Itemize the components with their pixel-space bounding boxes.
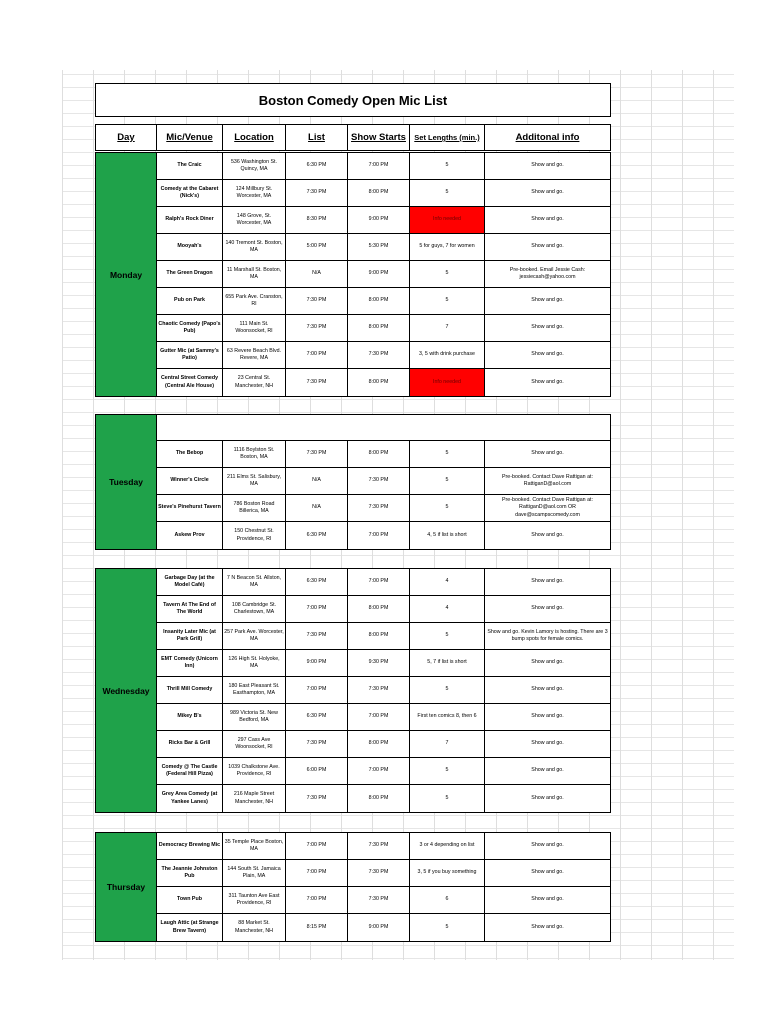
table-row (157, 153, 610, 180)
additional-info-cell: Pre-booked. Contact Dave Rattigan at: RattiganD@aol.com (502, 473, 593, 487)
location-cell: 257 Park Ave. Worcester, MA (223, 623, 286, 649)
additional-info-cell: Show and go. (531, 297, 564, 304)
additional-info-cell: Show and go. (531, 243, 564, 250)
set-length-cell: 3, 5 with drink purchase (410, 342, 485, 368)
set-length-cell: 5 (410, 468, 485, 494)
day-label: Monday (96, 153, 157, 396)
set-length-cell: 3, 5 if you buy something (410, 860, 485, 886)
table-row (157, 887, 610, 914)
venue-cell: Steve's Pinehurst Tavern (157, 495, 223, 521)
additional-info-cell: Pre-booked. Contact Dave Rattigan at: RattiganD@aol.com OR dave@scampscomedy.com (502, 497, 593, 518)
additional-info-cell: Show and go. (531, 767, 564, 774)
location-cell: 148 Grove, St. Worcester, MA (223, 207, 286, 233)
list-time-cell: 7:30 PM (286, 731, 348, 757)
set-length-cell: 5 (410, 495, 485, 521)
set-length-cell: 7 (410, 315, 485, 341)
location-cell: 7 N Beacon St. Allston, MA (223, 569, 286, 595)
set-length-cell: 5 (410, 261, 485, 287)
venue-cell: Askew Prov (157, 522, 223, 549)
header-set-lengths: Set Lengths (min.) (410, 125, 485, 150)
additional-info-cell: Show and go. (531, 686, 564, 693)
spreadsheet-page (62, 70, 734, 960)
show-start-cell: 7:00 PM (348, 704, 410, 730)
list-time-cell: 7:30 PM (286, 180, 348, 206)
list-time-cell: 7:00 PM (286, 342, 348, 368)
location-cell: 655 Park Ave. Cranston, RI (223, 288, 286, 314)
additional-info-cell: Show and go. (531, 896, 564, 903)
show-start-cell: 9:00 PM (348, 261, 410, 287)
show-start-cell: 7:30 PM (348, 860, 410, 886)
list-time-cell: 6:30 PM (286, 522, 348, 549)
location-cell: 11 Marshall St. Boston, MA (223, 261, 286, 287)
table-row (157, 596, 610, 623)
set-length-cell: 4 (410, 569, 485, 595)
additional-info-cell: Show and go. (531, 605, 564, 612)
set-length-cell: 5 (410, 914, 485, 941)
set-length-cell: 5 (410, 288, 485, 314)
additional-info-cell: Show and go. (531, 578, 564, 585)
additional-info-cell: Show and go. (531, 794, 564, 801)
table-row (157, 369, 610, 396)
location-cell: 786 Boston Road Billerica, MA (223, 495, 286, 521)
set-length-cell: First ten comics 8, then 6 (410, 704, 485, 730)
table-row (157, 860, 610, 887)
table-row (157, 234, 610, 261)
show-start-cell: 8:00 PM (348, 180, 410, 206)
list-time-cell: 7:30 PM (286, 441, 348, 467)
location-cell: 297 Cass Ave Woonsocket, RI (223, 731, 286, 757)
additional-info-cell: Show and go. (531, 740, 564, 747)
list-time-cell: N/A (286, 468, 348, 494)
table-row (157, 288, 610, 315)
list-time-cell: 6:00 PM (286, 758, 348, 784)
set-length-cell: 5 (410, 153, 485, 179)
additional-info-cell: Show and go. (531, 713, 564, 720)
show-start-cell: 8:00 PM (348, 785, 410, 812)
additional-info-cell: Show and go. (531, 531, 564, 538)
venue-cell: Pub on Park (157, 288, 223, 314)
set-length-cell: 5 (410, 677, 485, 703)
show-start-cell: 8:00 PM (348, 596, 410, 622)
show-start-cell: 8:00 PM (348, 315, 410, 341)
list-time-cell: 7:30 PM (286, 288, 348, 314)
table-row (157, 468, 610, 495)
empty-row (157, 415, 610, 441)
header-list: List (286, 125, 348, 150)
venue-cell: Mooyah's (157, 234, 223, 260)
list-time-cell: 7:00 PM (286, 596, 348, 622)
show-start-cell: 7:30 PM (348, 342, 410, 368)
list-time-cell: 8:30 PM (286, 207, 348, 233)
venue-cell: Mikey B's (157, 704, 223, 730)
table-row (157, 261, 610, 288)
show-start-cell: 9:00 PM (348, 207, 410, 233)
additional-info-cell: Show and go. (531, 659, 564, 666)
day-label: Thursday (96, 833, 157, 941)
location-cell: 23 Central St. Manchester, NH (223, 369, 286, 396)
header-additional-info: Additonal info (515, 132, 580, 143)
table-row (157, 650, 610, 677)
set-length-cell: 7 (410, 731, 485, 757)
list-time-cell: 7:00 PM (286, 860, 348, 886)
table-row (157, 833, 610, 860)
venue-cell: The Bebop (157, 441, 223, 467)
location-cell: 150 Chestnut St. Providence, RI (223, 522, 286, 549)
location-cell: 35 Temple Place Boston, MA (223, 833, 286, 859)
list-time-cell: 7:30 PM (286, 623, 348, 649)
additional-info-cell: Show and go. (531, 162, 564, 169)
venue-cell: Tavern At The End of The World (157, 596, 223, 622)
additional-info-cell: Show and go. (531, 842, 564, 849)
additional-info-cell: Show and go. (531, 378, 564, 385)
day-block-thursday (95, 832, 611, 942)
location-cell: 88 Market St. Manchester, NH (223, 914, 286, 941)
list-time-cell: 6:30 PM (286, 153, 348, 179)
venue-cell: Ralph's Rock Diner (157, 207, 223, 233)
list-time-cell: 7:00 PM (286, 677, 348, 703)
venue-cell: Central Street Comedy (Central Ale House) (157, 369, 223, 396)
show-start-cell: 9:00 PM (348, 914, 410, 941)
table-row (157, 315, 610, 342)
list-time-cell: N/A (286, 495, 348, 521)
set-length-cell: 4, 5 if list is short (410, 522, 485, 549)
location-cell: 63 Revere Beach Blvd. Revere, MA (223, 342, 286, 368)
show-start-cell: 8:00 PM (348, 288, 410, 314)
location-cell: 108 Cambridge St. Charlestown, MA (223, 596, 286, 622)
location-cell: 536 Washington St. Quincy, MA (223, 153, 286, 179)
list-time-cell: 7:30 PM (286, 785, 348, 812)
venue-cell: The Green Dragon (157, 261, 223, 287)
set-length-cell: 5 (410, 441, 485, 467)
location-cell: 140 Tremont St. Boston, MA (223, 234, 286, 260)
location-cell: 989 Victoria St. New Bedford, MA (223, 704, 286, 730)
venue-cell: The Jeannie Johnston Pub (157, 860, 223, 886)
day-label: Wednesday (96, 569, 157, 812)
venue-cell: Ricks Bar & Grill (157, 731, 223, 757)
venue-cell: Comedy at the Cabaret (Nick's) (157, 180, 223, 206)
header-location: Location (223, 125, 286, 150)
venue-cell: Winner's Circle (157, 468, 223, 494)
additional-info-cell: Show and go. (531, 869, 564, 876)
show-start-cell: 7:00 PM (348, 569, 410, 595)
venue-cell: Gutter Mic (at Sammy's Patio) (157, 342, 223, 368)
additional-info-cell: Show and go. Kevin Lamory is hosting. There are 3 bump spots for female comics. (487, 628, 608, 642)
location-cell: 124 Millbury St. Worcester, MA (223, 180, 286, 206)
location-cell: 111 Main St. Woonsocket, RI (223, 315, 286, 341)
list-time-cell: 7:30 PM (286, 369, 348, 396)
set-length-cell: 5 (410, 758, 485, 784)
show-start-cell: 7:00 PM (348, 522, 410, 549)
set-length-cell: 4 (410, 596, 485, 622)
table-row (157, 495, 610, 522)
location-cell: 1116 Boylston St. Boston, MA (223, 441, 286, 467)
list-time-cell: 6:30 PM (286, 569, 348, 595)
show-start-cell: 7:30 PM (348, 887, 410, 913)
set-length-cell: 3 or 4 depending on list (410, 833, 485, 859)
venue-cell: Insanity Later Mic (at Park Grill) (157, 623, 223, 649)
header-show-starts: Show Starts (348, 125, 410, 150)
table-row (157, 677, 610, 704)
additional-info-cell: Pre-booked. Email Jessie Cash: jessiecash@yahoo.com (509, 266, 586, 280)
additional-info-cell: Show and go. (531, 216, 564, 223)
day-block-wednesday (95, 568, 611, 813)
day-label: Tuesday (96, 415, 157, 549)
venue-cell: Comedy @ The Castle (Federal Hill Pizza) (157, 758, 223, 784)
table-row (157, 522, 610, 549)
show-start-cell: 7:30 PM (348, 468, 410, 494)
list-time-cell: 9:00 PM (286, 650, 348, 676)
list-time-cell: 8:15 PM (286, 914, 348, 941)
venue-cell: Chaotic Comedy (Papo's Pub) (157, 315, 223, 341)
location-cell: 211 Elms St. Salisbury, MA (223, 468, 286, 494)
header-venue: Mic/Venue (157, 125, 223, 150)
show-start-cell: 7:30 PM (348, 677, 410, 703)
show-start-cell: 5:30 PM (348, 234, 410, 260)
venue-cell: Laugh Attic (at Strange Brew Tavern) (157, 914, 223, 941)
show-start-cell: 7:30 PM (348, 495, 410, 521)
venue-cell: Democracy Brewing Mic (157, 833, 223, 859)
set-length-cell: 5, 7 if list is short (410, 650, 485, 676)
title-box (95, 83, 611, 117)
venue-cell: Garbage Day (at the Model Café) (157, 569, 223, 595)
table-row (157, 441, 610, 468)
show-start-cell: 8:00 PM (348, 731, 410, 757)
table-row (157, 180, 610, 207)
venue-cell: The Craic (157, 153, 223, 179)
location-cell: 180 East Pleasant St. Easthampton, MA (223, 677, 286, 703)
list-time-cell: N/A (286, 261, 348, 287)
table-row (157, 569, 610, 596)
table-row (157, 914, 610, 941)
table-row (157, 207, 610, 234)
location-cell: 1039 Chalkstone Ave. Providence, RI (223, 758, 286, 784)
show-start-cell: 8:00 PM (348, 369, 410, 396)
table-row (157, 758, 610, 785)
page-title: Boston Comedy Open Mic List (258, 92, 448, 108)
show-start-cell: 9:30 PM (348, 650, 410, 676)
table-row (157, 623, 610, 650)
header-day: Day (96, 125, 157, 150)
venue-cell: EMT Comedy (Unicorn Inn) (157, 650, 223, 676)
table-row (157, 342, 610, 369)
venue-cell: Town Pub (157, 887, 223, 913)
table-row (157, 785, 610, 812)
set-length-cell: 6 (410, 887, 485, 913)
location-cell: 216 Maple Street Manchester, NH (223, 785, 286, 812)
show-start-cell: 7:00 PM (348, 153, 410, 179)
list-time-cell: 5:00 PM (286, 234, 348, 260)
set-length-cell: 5 (410, 180, 485, 206)
additional-info-cell: Show and go. (531, 450, 564, 457)
day-block-monday (95, 152, 611, 397)
additional-info-cell: Show and go. (531, 324, 564, 331)
location-cell: 311 Taunton Ave East Providence, RI (223, 887, 286, 913)
table-row (157, 731, 610, 758)
show-start-cell: 8:00 PM (348, 441, 410, 467)
list-time-cell: 6:30 PM (286, 704, 348, 730)
location-cell: 126 High St. Holyoke, MA (223, 650, 286, 676)
set-length-cell: 5 (410, 785, 485, 812)
table-row (157, 704, 610, 731)
additional-info-cell: Show and go. (531, 189, 564, 196)
show-start-cell: 7:30 PM (348, 833, 410, 859)
venue-cell: Thrill Mill Comedy (157, 677, 223, 703)
set-length-cell: Info needed (410, 207, 485, 233)
column-header-row (95, 124, 611, 151)
set-length-cell: Info needed (410, 369, 485, 396)
show-start-cell: 7:00 PM (348, 758, 410, 784)
list-time-cell: 7:30 PM (286, 315, 348, 341)
day-block-tuesday (95, 414, 611, 550)
list-time-cell: 7:00 PM (286, 833, 348, 859)
set-length-cell: 5 for guys, 7 for women (410, 234, 485, 260)
additional-info-cell: Show and go. (531, 923, 564, 930)
venue-cell: Grey Area Comedy (at Yankee Lanes) (157, 785, 223, 812)
list-time-cell: 7:00 PM (286, 887, 348, 913)
location-cell: 144 South St. Jamaica Plain, MA (223, 860, 286, 886)
set-length-cell: 5 (410, 623, 485, 649)
show-start-cell: 8:00 PM (348, 623, 410, 649)
additional-info-cell: Show and go. (531, 351, 564, 358)
